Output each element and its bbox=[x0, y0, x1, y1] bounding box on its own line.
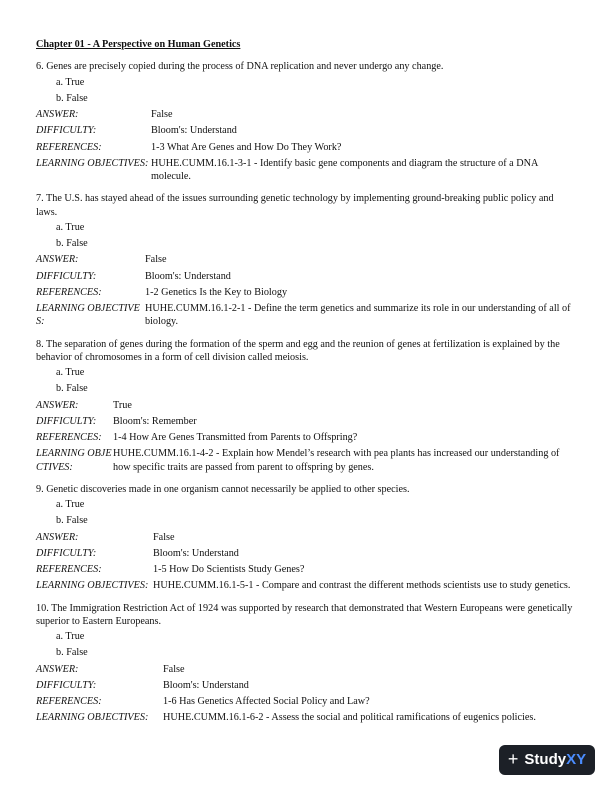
chapter-title: Chapter 01 - A Perspective on Human Genetics bbox=[36, 39, 241, 50]
question-stem: 6. Genes are precisely copied during the process of DNA replication and never undergo any change. bbox=[36, 61, 444, 73]
question-9 bbox=[36, 483, 576, 593]
objective-label: LEARNING OBJECTIVES: bbox=[36, 712, 149, 724]
question-6 bbox=[36, 60, 576, 183]
objective-label: LEARNING OBJECTIVES: bbox=[36, 157, 149, 169]
objective-row bbox=[36, 302, 576, 329]
option-true: a. True bbox=[56, 221, 85, 233]
difficulty-value: Bloom's: Understand bbox=[163, 679, 249, 691]
references-row bbox=[36, 563, 576, 576]
answer-value: False bbox=[145, 254, 167, 266]
option-false: b. False bbox=[56, 515, 88, 527]
objective-row bbox=[36, 711, 576, 724]
references-label: REFERENCES: bbox=[36, 432, 102, 443]
plus-icon: + bbox=[507, 749, 519, 770]
answer-value: False bbox=[163, 663, 185, 675]
option-true: a. True bbox=[56, 631, 85, 642]
logo-text-xy: XY bbox=[566, 751, 587, 769]
difficulty-label: DIFFICULTY: bbox=[36, 547, 97, 559]
objective-label: LEARNING OBJECTIVES: bbox=[36, 448, 112, 473]
objective-label: LEARNING OBJECTIVES: bbox=[36, 303, 140, 328]
references-value: 1-4 How Are Genes Transmitted from Parents to Offspring? bbox=[113, 432, 358, 443]
difficulty-value: Bloom's: Understand bbox=[151, 125, 237, 137]
objective-row bbox=[36, 157, 576, 184]
difficulty-value: Bloom's: Understand bbox=[145, 270, 231, 282]
answer-row bbox=[36, 108, 576, 121]
answer-row bbox=[36, 663, 576, 676]
logo-text-study: Study bbox=[524, 751, 567, 769]
option-false: b. False bbox=[56, 238, 88, 249]
answer-row bbox=[36, 399, 576, 412]
difficulty-value: Bloom's: Remember bbox=[113, 415, 197, 427]
objective-value: HUHE.CUMM.16.1-6-2 - Assess the social and political ramifications of eugenics policies. bbox=[163, 712, 536, 724]
references-row bbox=[36, 695, 576, 708]
question-stem: 7. The U.S. has stayed ahead of the issues surrounding genetic technology by implementing ground-breaking public policy and laws. bbox=[36, 193, 554, 218]
references-row bbox=[36, 431, 576, 444]
option-false: b. False bbox=[56, 647, 88, 659]
question-10 bbox=[36, 602, 576, 725]
difficulty-label: DIFFICULTY: bbox=[36, 415, 97, 427]
difficulty-label: DIFFICULTY: bbox=[36, 125, 97, 137]
answer-row bbox=[36, 253, 576, 266]
option-false: b. False bbox=[56, 92, 88, 104]
option-true: a. True bbox=[56, 499, 85, 510]
question-8 bbox=[36, 338, 576, 474]
difficulty-label: DIFFICULTY: bbox=[36, 679, 97, 691]
answer-label: ANSWER: bbox=[36, 663, 79, 675]
question-stem: 8. The separation of genes during the formation of the sperm and egg and the reunion of genes at fertilization is explained by the behavior of chromosomes in a form of cell division called meiosis. bbox=[36, 338, 560, 363]
option-false: b. False bbox=[56, 383, 88, 395]
difficulty-row bbox=[36, 547, 576, 560]
references-label: REFERENCES: bbox=[36, 141, 102, 153]
answer-label: ANSWER: bbox=[36, 531, 79, 543]
difficulty-value: Bloom's: Understand bbox=[153, 547, 239, 559]
objective-row bbox=[36, 579, 576, 592]
difficulty-row bbox=[36, 270, 576, 283]
difficulty-label: DIFFICULTY: bbox=[36, 270, 97, 282]
difficulty-row bbox=[36, 415, 576, 428]
answer-label: ANSWER: bbox=[36, 399, 79, 411]
references-row bbox=[36, 141, 576, 154]
references-label: REFERENCES: bbox=[36, 564, 102, 575]
question-stem: 10. The Immigration Restriction Act of 1924 was supported by research that demonstrated that Western Europeans were genetically superior to Eastern Europeans. bbox=[36, 602, 573, 627]
option-true: a. True bbox=[56, 367, 85, 378]
answer-label: ANSWER: bbox=[36, 109, 79, 120]
references-value: 1-5 How Do Scientists Study Genes? bbox=[153, 564, 305, 575]
difficulty-row bbox=[36, 679, 576, 692]
objective-value: HUHE.CUMM.16.1-3-1 - Identify basic gene components and diagram the structure of a DNA molecule. bbox=[151, 157, 538, 182]
answer-value: False bbox=[153, 531, 175, 543]
objective-value: HUHE.CUMM.16.1-2-1 - Define the term genetics and summarize its role in our understanding of all of biology. bbox=[145, 303, 571, 328]
option-true: a. True bbox=[56, 76, 85, 88]
objective-value: HUHE.CUMM.16.1-4-2 - Explain how Mendel’s research with pea plants has increased our understanding of how specific traits are passed from parent to offspring by genes. bbox=[113, 448, 560, 473]
difficulty-row bbox=[36, 124, 576, 137]
answer-value: False bbox=[151, 109, 173, 120]
question-7 bbox=[36, 192, 576, 328]
answer-value: True bbox=[113, 399, 132, 411]
studyxy-logo bbox=[499, 745, 595, 775]
objective-value: HUHE.CUMM.16.1-5-1 - Compare and contrast the different methods scientists use to study genetics. bbox=[153, 580, 571, 592]
question-stem: 9. Genetic discoveries made in one organism cannot necessarily be applied to other species. bbox=[36, 483, 410, 495]
document-page bbox=[36, 38, 576, 734]
objective-row bbox=[36, 447, 576, 474]
objective-label: LEARNING OBJECTIVES: bbox=[36, 580, 149, 592]
references-value: 1-2 Genetics Is the Key to Biology bbox=[145, 286, 288, 298]
references-label: REFERENCES: bbox=[36, 286, 102, 298]
references-value: 1-6 Has Genetics Affected Social Policy and Law? bbox=[163, 696, 370, 707]
references-label: REFERENCES: bbox=[36, 696, 102, 707]
answer-label: ANSWER: bbox=[36, 254, 79, 266]
references-value: 1-3 What Are Genes and How Do They Work? bbox=[151, 141, 342, 153]
references-row bbox=[36, 286, 576, 299]
answer-row bbox=[36, 531, 576, 544]
